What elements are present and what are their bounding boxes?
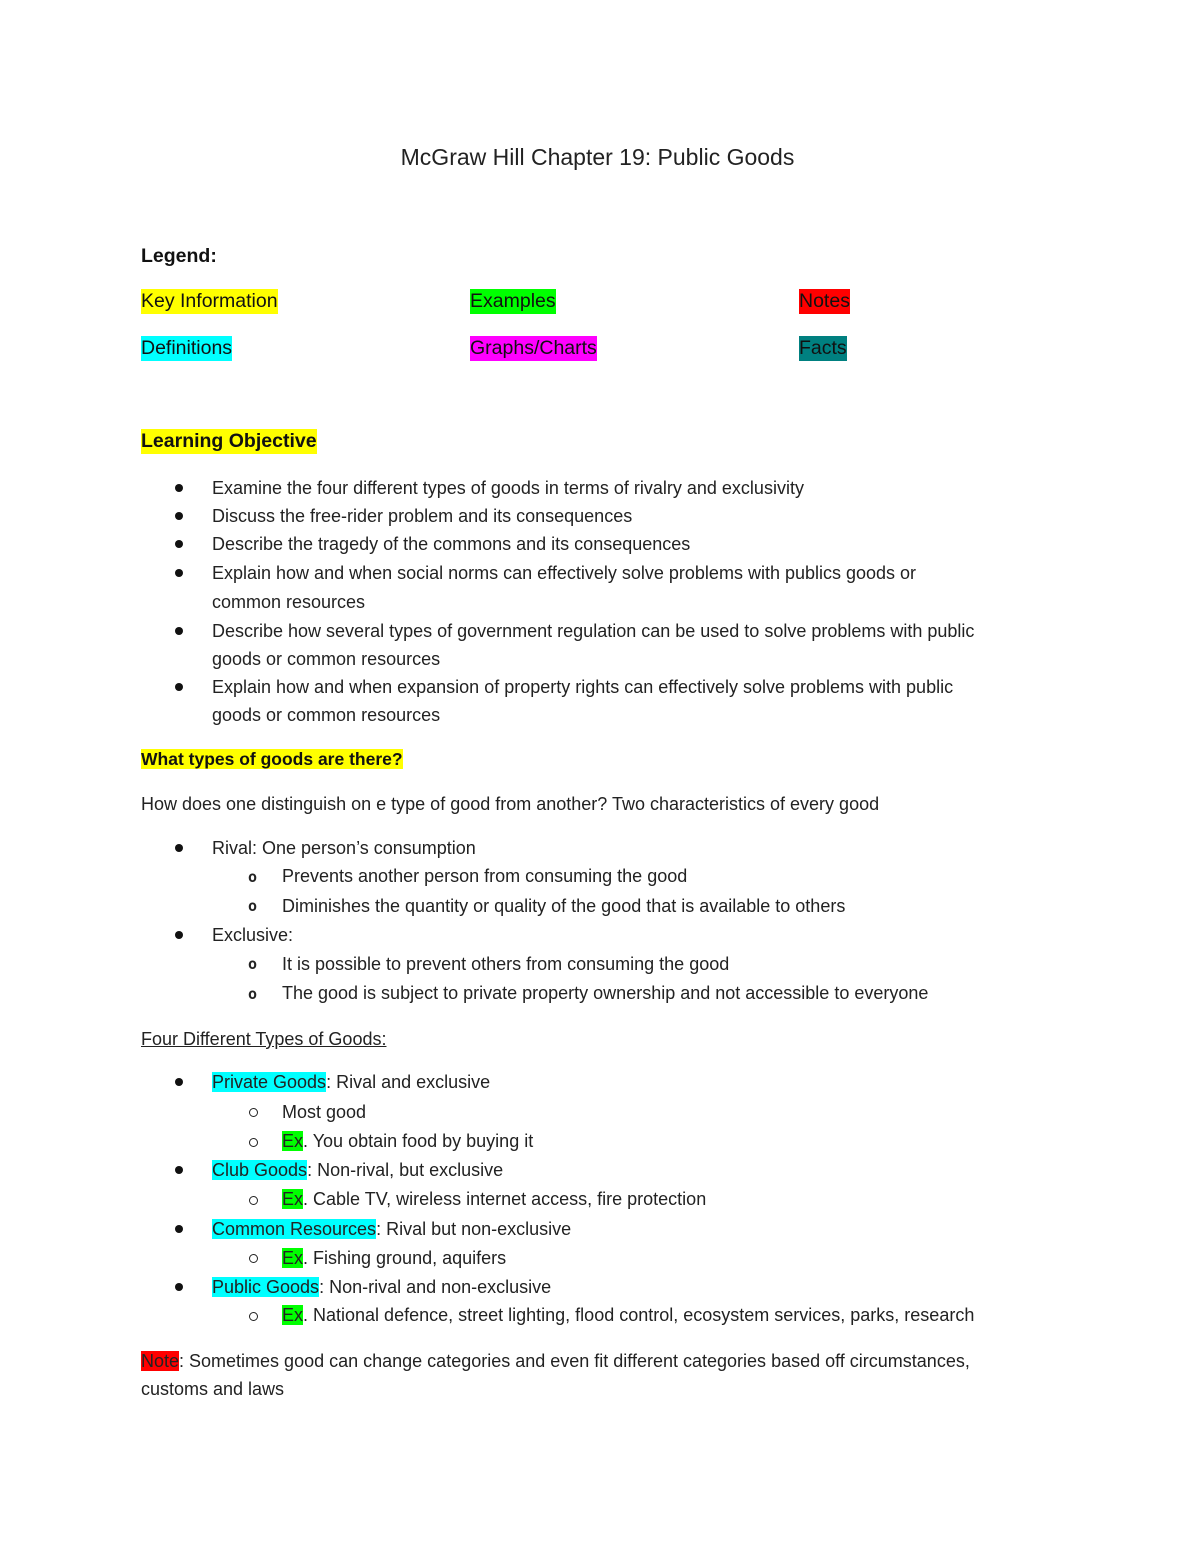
common-resources-item [212,1218,571,1240]
bullet-icon [175,540,183,548]
legend-examples-label: Examples [470,290,556,312]
exclusive-sub-item: The good is subject to private property ownership and not accessible to everyone [282,983,929,1003]
bullet-icon [175,569,183,577]
sub-bullet-icon: o [248,985,258,1003]
learning-objective-heading [141,426,317,456]
bullet-icon [175,931,183,939]
private-goods-example [282,1130,533,1152]
four-types-heading: Four Different Types of Goods: [141,1029,387,1049]
private-goods-desc: : Rival and exclusive [326,1072,491,1092]
rival-sub-item: Prevents another person from consuming the good [282,866,688,886]
legend-key-information [141,286,278,316]
rival-sub-item: Diminishes the quantity or quality of the good that is available to others [282,896,846,916]
types-intro: How does one distinguish on e type of good from another? Two characteristics of every good [141,794,880,814]
exclusive-label: Exclusive: [212,925,294,945]
public-goods-example [282,1304,974,1326]
example-tag: Ex [282,1189,304,1209]
exclusive-sub-item: It is possible to prevent others from consuming the good [282,954,730,974]
legend-facts-label: Facts [799,337,847,359]
example-tag: Ex [282,1131,304,1151]
note-tag: Note [141,1351,180,1371]
bullet-icon [175,627,183,635]
objective-item: Describe the tragedy of the commons and its consequences [212,534,691,554]
bullet-icon [175,484,183,492]
objective-item: Examine the four different types of goods in terms of rivalry and exclusivity [212,478,804,498]
types-heading-text: What types of goods are there? [141,749,403,769]
legend-definitions-label: Definitions [141,337,233,359]
club-goods-example-text: . Cable TV, wireless internet access, fire protection [303,1189,707,1209]
note-text: : Sometimes good can change categories and even fit different categories based off circumstances, [179,1351,970,1371]
objective-item-continued: common resources [212,592,366,612]
legend-notes-label: Notes [799,290,850,312]
bullet-icon [175,1166,183,1174]
page-title: McGraw Hill Chapter 19: Public Goods [400,144,795,170]
sub-bullet-icon: o [248,868,258,886]
sub-bullet-icon [249,1312,258,1321]
example-tag: Ex [282,1305,304,1325]
common-resources-desc: : Rival but non-exclusive [376,1219,572,1239]
rival-label: Rival: One person’s consumption [212,838,476,858]
bullet-icon [175,844,183,852]
bullet-icon [175,683,183,691]
bullet-icon [175,512,183,520]
common-resources-term: Common Resources [212,1219,377,1239]
bullet-icon [175,1078,183,1086]
note-paragraph [141,1350,970,1372]
common-resources-example-text: . Fishing ground, aquifers [303,1248,507,1268]
objective-item-continued: goods or common resources [212,649,441,669]
club-goods-term: Club Goods [212,1160,308,1180]
sub-bullet-icon [249,1196,258,1205]
sub-bullet-icon: o [248,955,258,973]
club-goods-item [212,1159,503,1181]
sub-bullet-icon: o [248,897,258,915]
private-goods-item [212,1071,490,1093]
objective-item: Discuss the free-rider problem and its consequences [212,506,633,526]
learning-objective-heading-text: Learning Objective [141,430,317,452]
public-goods-term: Public Goods [212,1277,320,1297]
common-resources-example [282,1247,506,1269]
objective-item: Describe how several types of government regulation can be used to solve problems with public [212,621,975,641]
legend-definitions [141,333,232,363]
club-goods-example [282,1188,706,1210]
objective-item: Explain how and when expansion of property rights can effectively solve problems with public [212,677,954,697]
example-tag: Ex [282,1248,304,1268]
note-text-continued: customs and laws [141,1379,285,1399]
sub-bullet-icon [249,1254,258,1263]
public-goods-example-text: . National defence, street lighting, flood control, ecosystem services, parks, research [303,1305,975,1325]
legend-examples [470,286,556,316]
legend-heading: Legend: [141,245,217,267]
private-goods-sub: Most good [282,1102,367,1122]
legend-graphs-charts [470,333,597,363]
public-goods-desc: : Non-rival and non-exclusive [319,1277,552,1297]
objective-item: Explain how and when social norms can effectively solve problems with publics goods or [212,563,917,583]
legend-facts [799,333,847,363]
bullet-icon [175,1283,183,1291]
private-goods-example-text: . You obtain food by buying it [303,1131,534,1151]
club-goods-desc: : Non-rival, but exclusive [307,1160,504,1180]
legend-notes [799,286,850,316]
sub-bullet-icon [249,1138,258,1147]
private-goods-term: Private Goods [212,1072,327,1092]
legend-key-information-label: Key Information [141,290,278,312]
bullet-icon [175,1225,183,1233]
types-heading [141,748,403,770]
public-goods-item [212,1276,551,1298]
objective-item-continued: goods or common resources [212,705,441,725]
sub-bullet-icon [249,1108,258,1117]
legend-graphs-charts-label: Graphs/Charts [470,337,597,359]
